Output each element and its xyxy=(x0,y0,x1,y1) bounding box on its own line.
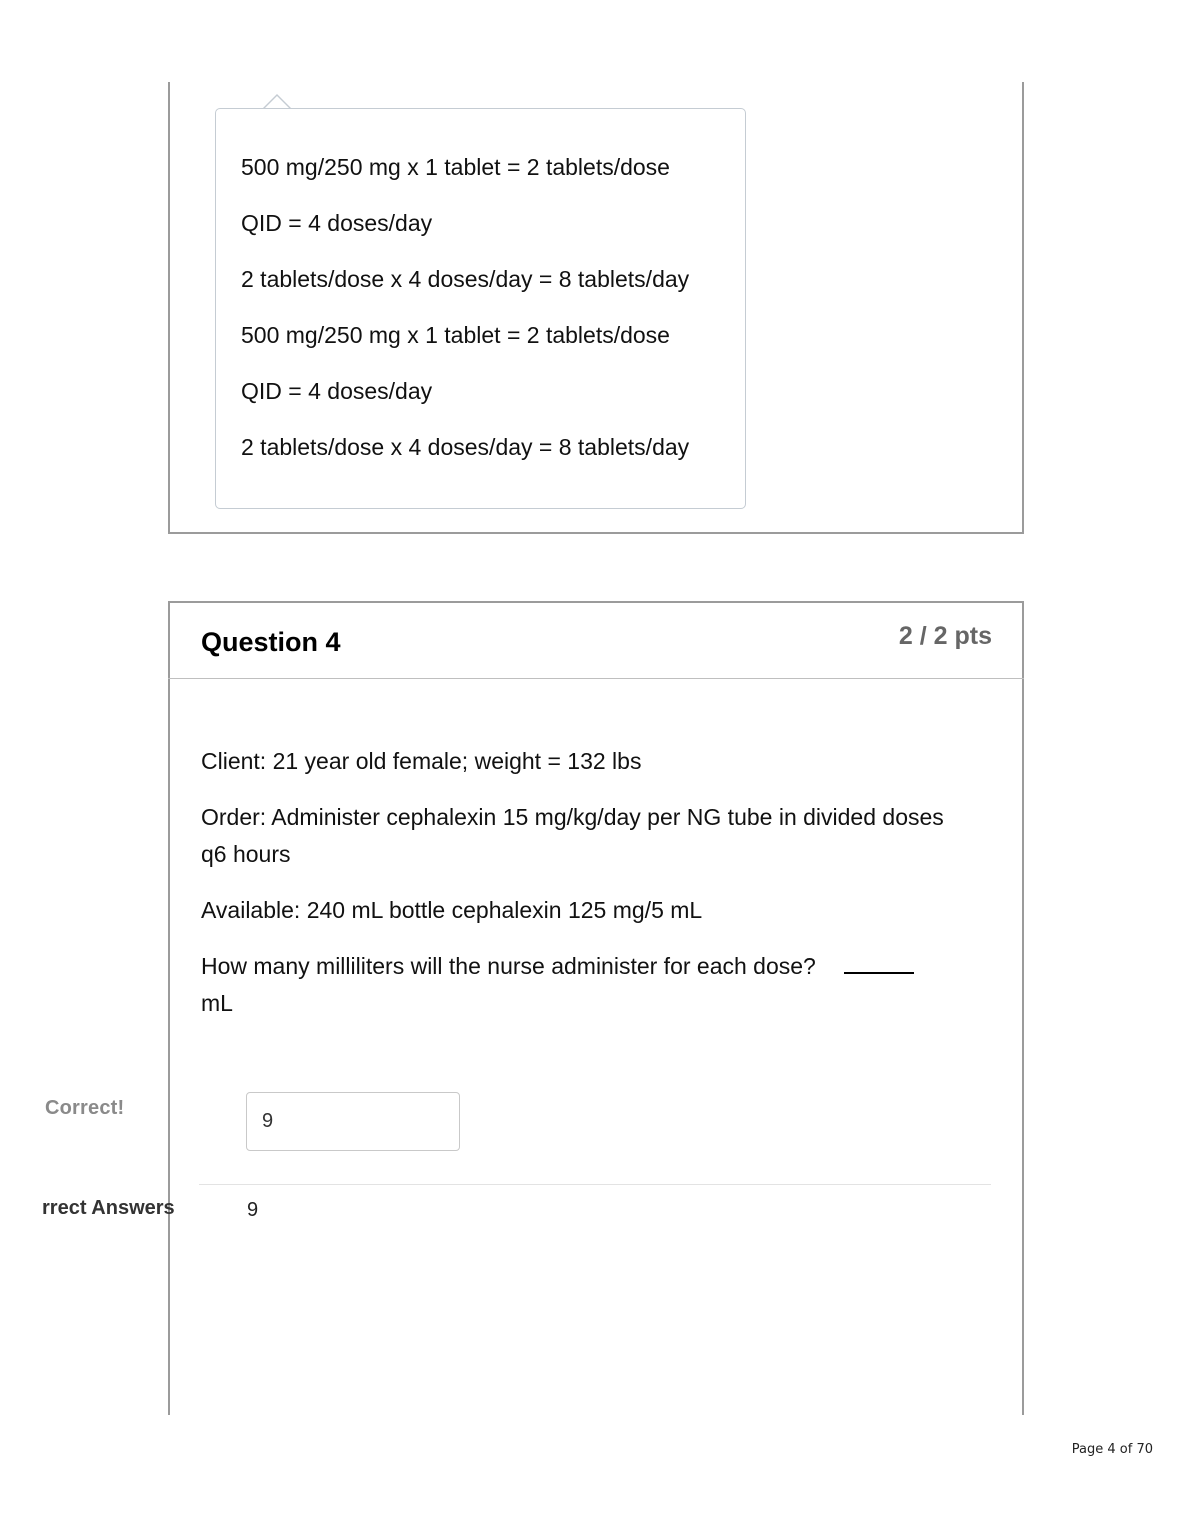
question-prompt-text: How many milliliters will the nurse administer for each dose? xyxy=(201,953,816,979)
correct-label: Correct! xyxy=(45,1097,125,1119)
question-available-text: Available: 240 mL bottle cephalexin 125 mg/5 mL xyxy=(201,897,703,923)
comment-line: QID = 4 doses/day xyxy=(241,378,433,404)
answer-input[interactable]: 9 xyxy=(246,1092,460,1151)
question-client-text: Client: 21 year old female; weight = 132 lbs xyxy=(201,748,642,774)
question-title: Question 4 xyxy=(201,627,341,657)
correct-answer-value: 9 xyxy=(247,1199,259,1221)
page-number: Page 4 of 70 xyxy=(1071,1442,1153,1457)
answer-divider xyxy=(199,1184,991,1185)
question-order-text: Order: Administer cephalexin 15 mg/kg/day per NG tube in divided doses q6 hours xyxy=(201,804,944,867)
question-points: 2 / 2 pts xyxy=(898,622,992,650)
correct-answers-label: rrect Answers xyxy=(42,1197,175,1219)
question-unit: mL xyxy=(201,990,233,1016)
comment-line: 2 tablets/dose x 4 doses/day = 8 tablets/day xyxy=(241,434,690,460)
comment-pointer xyxy=(262,94,292,109)
answer-blank xyxy=(844,958,914,974)
comment-line: 2 tablets/dose x 4 doses/day = 8 tablets/day xyxy=(241,266,690,292)
comment-line: QID = 4 doses/day xyxy=(241,210,433,236)
comment-line: 500 mg/250 mg x 1 tablet = 2 tablets/dose xyxy=(241,322,670,348)
question-header-divider xyxy=(168,678,1024,679)
comment-line: 500 mg/250 mg x 1 tablet = 2 tablets/dose xyxy=(241,154,670,180)
question-prompt xyxy=(201,948,961,1022)
